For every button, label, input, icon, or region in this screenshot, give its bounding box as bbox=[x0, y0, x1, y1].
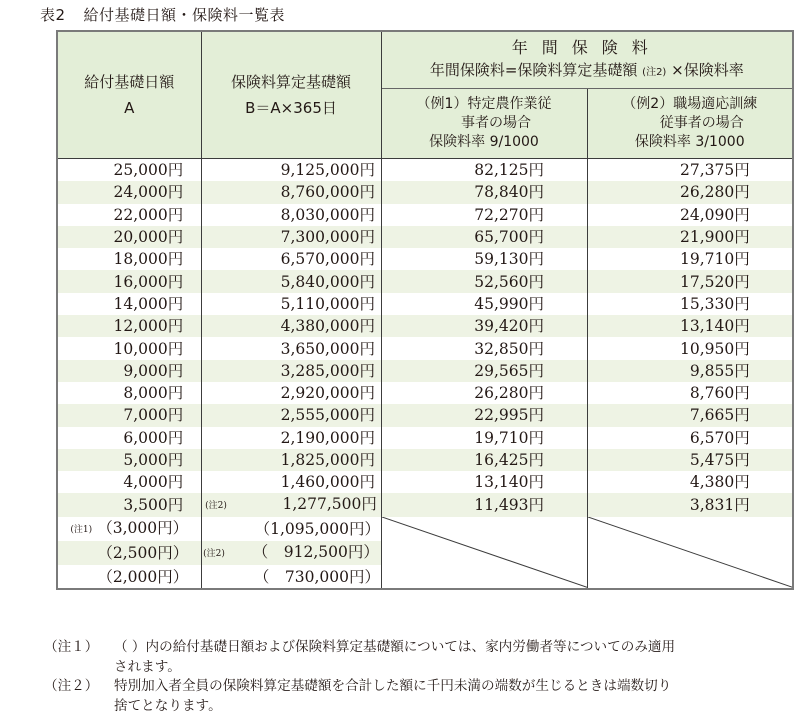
cell-daily-base: 12,000円 bbox=[113, 317, 184, 336]
cell-calc-base: （1,095,000円） bbox=[254, 520, 380, 539]
cell-premium-ex2: 19,710円 bbox=[680, 250, 750, 269]
cell-premium-ex1: 82,125円 bbox=[474, 161, 544, 180]
cell-calc-base: 3,650,000円 bbox=[280, 339, 375, 358]
header-example-2 bbox=[587, 89, 793, 159]
header-annual-title: 年間保険料 bbox=[511, 37, 662, 57]
example-1-line1: （例1）特定農作業従 bbox=[416, 96, 552, 113]
premium-table bbox=[56, 30, 794, 590]
cell-premium-ex1: 32,850円 bbox=[474, 339, 544, 358]
cell-premium-ex2: 8,760円 bbox=[689, 384, 750, 403]
cell-calc-base: 8,760,000円 bbox=[280, 183, 375, 202]
cell-premium-ex1: 52,560円 bbox=[474, 272, 544, 291]
table-row bbox=[57, 270, 793, 292]
cell-calc-base: 7,300,000円 bbox=[280, 228, 375, 247]
cell-premium-ex1: 65,700円 bbox=[474, 228, 544, 247]
cell-calc-base: 8,030,000円 bbox=[280, 205, 375, 224]
example-2-line1: （例2）職場適応訓練 bbox=[622, 96, 758, 113]
table-row bbox=[57, 471, 793, 493]
table-row bbox=[57, 226, 793, 248]
cell-calc-base: 2,920,000円 bbox=[280, 384, 375, 403]
cell-calc-base: 9,125,000円 bbox=[280, 161, 375, 180]
table-title-text: 給付基礎日額・保険料一覧表 bbox=[83, 6, 286, 24]
footnote-1-text: （ ）内の給付基礎日額および保険料算定基礎額については、家内労働者等についてのみ適用 bbox=[114, 639, 676, 655]
cell-calc-base: 2,190,000円 bbox=[280, 428, 375, 447]
cell-premium-ex1: 29,565円 bbox=[474, 361, 544, 380]
table-row bbox=[57, 360, 793, 382]
cell-calc-base: 1,277,500円 bbox=[282, 495, 377, 514]
footnotes bbox=[44, 638, 796, 716]
cell-premium-ex2: 9,855円 bbox=[689, 361, 750, 380]
cell-daily-base: 9,000円 bbox=[123, 361, 184, 380]
cell-daily-base: （2,000円） bbox=[97, 567, 189, 586]
cell-premium-ex1: 26,280円 bbox=[474, 384, 544, 403]
cell-premium-ex1: 13,140円 bbox=[474, 473, 544, 492]
cell-premium-ex1: 16,425円 bbox=[474, 451, 544, 469]
cell-daily-base: （2,500円） bbox=[97, 544, 189, 563]
table-row bbox=[57, 449, 793, 471]
table-number: 表2 bbox=[40, 6, 66, 24]
empty-cell-ex2 bbox=[587, 517, 793, 588]
cell-daily-base: 10,000円 bbox=[113, 339, 184, 358]
cell-calc-base: 2,555,000円 bbox=[280, 406, 375, 425]
footnote-2-label: （注２） bbox=[44, 678, 99, 694]
table-row bbox=[57, 382, 793, 404]
cell-daily-base: 8,000円 bbox=[123, 384, 184, 403]
cell-daily-base: 20,000円 bbox=[113, 228, 184, 247]
cell-daily-base: 3,500円 bbox=[123, 496, 184, 515]
table-row bbox=[57, 337, 793, 359]
cell-premium-ex2: 3,831円 bbox=[689, 496, 750, 515]
header-calc-base-formula: B＝A×365日 bbox=[245, 99, 337, 117]
diagonal-slash-icon bbox=[588, 517, 793, 587]
cell-premium-ex2: 6,570円 bbox=[689, 428, 750, 447]
note-2-marker: (注2) bbox=[203, 549, 225, 560]
table-title bbox=[40, 4, 285, 25]
cell-calc-base: （ 912,500円） bbox=[252, 543, 379, 562]
table-row bbox=[57, 248, 793, 270]
header-annual-note-mark: (注2) bbox=[642, 66, 667, 78]
table-row bbox=[57, 293, 793, 315]
example-1-rate: 保険料率 9/1000 bbox=[429, 134, 539, 151]
cell-premium-ex2: 15,330円 bbox=[680, 294, 750, 313]
table-row bbox=[57, 517, 793, 541]
cell-daily-base: （3,000円） bbox=[97, 519, 189, 538]
cell-daily-base: 22,000円 bbox=[113, 205, 184, 224]
note-2-marker: (注2) bbox=[205, 501, 227, 512]
footnote-1-label: （注１） bbox=[44, 639, 99, 655]
cell-premium-ex2: 10,950円 bbox=[680, 339, 750, 358]
table-row bbox=[57, 493, 793, 517]
footnote-1 bbox=[44, 638, 796, 658]
header-daily-base-label: 給付基礎日額 bbox=[84, 73, 175, 91]
header-annual-formula: 年間保険料=保険料算定基礎額 bbox=[429, 60, 638, 79]
cell-premium-ex2: 17,520円 bbox=[680, 272, 750, 291]
cell-premium-ex1: 11,493円 bbox=[474, 496, 544, 515]
cell-premium-ex1: 22,995円 bbox=[474, 406, 544, 425]
header-calc-base-label: 保険料算定基礎額 bbox=[230, 73, 351, 91]
table-row bbox=[57, 181, 793, 203]
table-row bbox=[57, 315, 793, 337]
cell-premium-ex2: 26,280円 bbox=[680, 183, 750, 202]
footnote-1-continuation: されます。 bbox=[114, 658, 181, 675]
cell-premium-ex1: 19,710円 bbox=[474, 428, 544, 447]
header-daily-base bbox=[57, 31, 201, 159]
diagonal-slash-icon bbox=[382, 517, 587, 587]
footnote-2-text: 特別加入者全員の保険料算定基礎額を合計した額に千円未満の端数が生じるときは端数切り bbox=[114, 678, 672, 694]
cell-premium-ex1: 59,130円 bbox=[474, 250, 544, 269]
cell-daily-base: 5,000円 bbox=[123, 451, 184, 469]
table-row bbox=[57, 204, 793, 226]
note-1-marker: (注1) bbox=[70, 525, 93, 536]
cell-premium-ex2: 4,380円 bbox=[689, 473, 750, 492]
cell-daily-base: 7,000円 bbox=[123, 406, 184, 425]
footnote-2 bbox=[44, 677, 796, 697]
cell-premium-ex1: 39,420円 bbox=[474, 317, 544, 336]
cell-premium-ex2: 13,140円 bbox=[680, 317, 750, 336]
cell-daily-base: 25,000円 bbox=[113, 161, 184, 180]
header-annual-premium bbox=[381, 31, 793, 89]
cell-daily-base: 16,000円 bbox=[113, 272, 184, 291]
cell-premium-ex2: 5,475円 bbox=[689, 451, 750, 469]
empty-cell-ex1 bbox=[381, 517, 587, 588]
example-2-rate: 保険料率 3/1000 bbox=[634, 134, 745, 151]
cell-premium-ex2: 21,900円 bbox=[680, 228, 750, 247]
table-row bbox=[57, 159, 793, 182]
cell-premium-ex1: 72,270円 bbox=[474, 205, 544, 224]
header-daily-base-symbol: A bbox=[124, 99, 135, 117]
example-2-line2: 従事者の場合 bbox=[659, 115, 744, 132]
cell-daily-base: 24,000円 bbox=[113, 183, 184, 202]
cell-daily-base: 6,000円 bbox=[123, 428, 184, 447]
cell-daily-base: 14,000円 bbox=[113, 294, 184, 313]
cell-premium-ex2: 27,375円 bbox=[680, 161, 750, 180]
cell-calc-base: 4,380,000円 bbox=[280, 317, 375, 336]
cell-premium-ex2: 24,090円 bbox=[680, 205, 750, 224]
cell-calc-base: 5,110,000円 bbox=[280, 294, 375, 313]
cell-daily-base: 4,000円 bbox=[123, 473, 184, 492]
table-row bbox=[57, 427, 793, 449]
header-example-1 bbox=[381, 89, 587, 159]
header-annual-formula-rate: ×保険料率 bbox=[671, 60, 744, 79]
cell-daily-base: 18,000円 bbox=[113, 250, 184, 269]
cell-premium-ex1: 78,840円 bbox=[474, 183, 544, 202]
cell-calc-base: （ 730,000円） bbox=[253, 567, 380, 586]
cell-calc-base: 1,825,000円 bbox=[280, 451, 375, 469]
cell-calc-base: 1,460,000円 bbox=[280, 473, 375, 492]
cell-calc-base: 5,840,000円 bbox=[280, 272, 375, 291]
cell-calc-base: 3,285,000円 bbox=[280, 361, 375, 380]
cell-premium-ex1: 45,990円 bbox=[474, 294, 544, 313]
cell-calc-base: 6,570,000円 bbox=[280, 250, 375, 269]
table-row bbox=[57, 404, 793, 426]
header-calc-base bbox=[201, 31, 381, 159]
cell-premium-ex2: 7,665円 bbox=[689, 406, 750, 425]
example-1-line2: 事者の場合 bbox=[461, 115, 531, 132]
footnote-2-continuation: 捨てとなります。 bbox=[114, 697, 222, 714]
